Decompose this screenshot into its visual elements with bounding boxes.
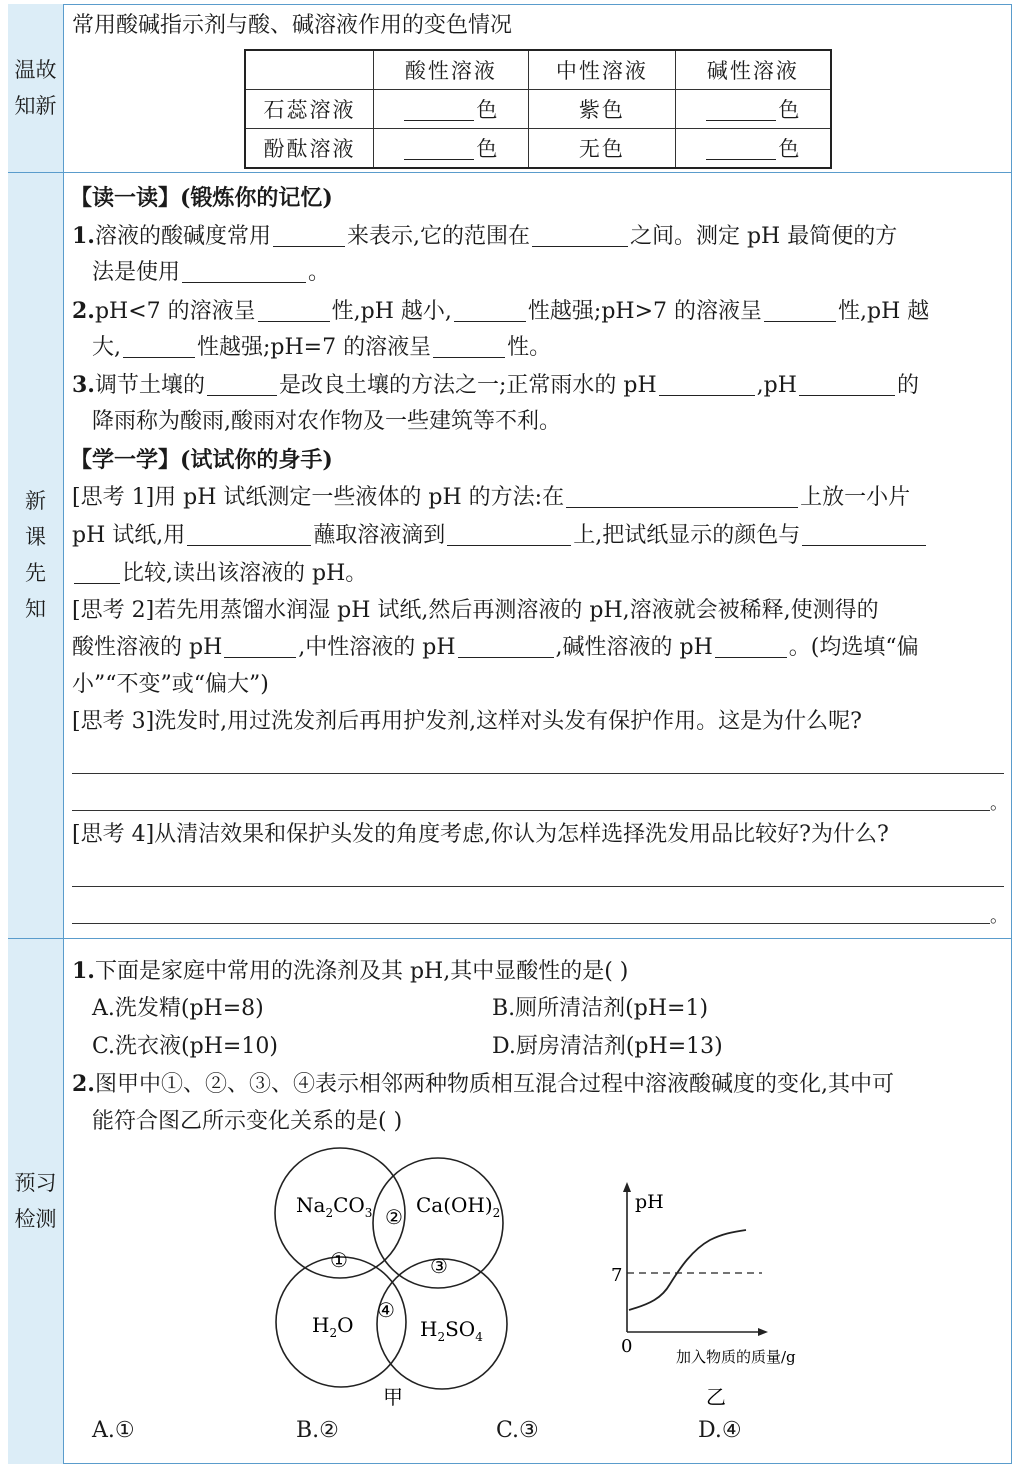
option-d[interactable]: D.厨房清洁剂(pH=13) — [492, 1034, 723, 1059]
y-axis-label: pH — [635, 1191, 664, 1213]
think-2-cont2: 小”“不变”或“偏大”) — [72, 672, 269, 697]
answer-blank[interactable] — [764, 320, 836, 322]
answer-blank[interactable] — [187, 544, 311, 546]
figure-label-jia: 甲 — [383, 1385, 403, 1409]
table-cell: 无色 — [528, 129, 675, 169]
read-question-1-cont: 法是使用 。 — [92, 260, 331, 285]
answer-blank[interactable] — [447, 544, 571, 546]
read-question-2-cont: 大, 性越强;pH=7 的溶液呈 性。 — [92, 335, 552, 360]
answer-blank[interactable] — [706, 119, 776, 121]
table-row — [245, 90, 831, 129]
read-question-3: 3.调节土壤的 是改良土壤的方法之一;正常雨水的 pH ,pH 的 — [72, 372, 919, 398]
ph-graph-yi — [600, 1180, 840, 1410]
option-c[interactable]: C.③ — [496, 1418, 539, 1443]
table-header-cell: 酸性溶液 — [374, 50, 529, 90]
think-1-cont2: 比较,读出该溶液的 pH。 — [72, 556, 367, 592]
answer-blank[interactable] — [802, 544, 926, 546]
label-h2o: $H_2O$ — [312, 1313, 354, 1340]
section-label-new-lesson: 新 课 先 知 — [8, 172, 64, 938]
table-cell: 色 — [675, 90, 831, 129]
answer-blank[interactable] — [659, 394, 755, 396]
test-question-2-cont: 能符合图乙所示变化关系的是( ) — [92, 1109, 403, 1134]
think-1: [思考 1]用 pH 试纸测定一些液体的 pH 的方法:在 上放一小片 — [72, 485, 911, 510]
answer-blank[interactable] — [207, 394, 277, 396]
test-question-2: 2.图甲中①、②、③、④表示相邻两种物质相互混合过程中溶液酸碱度的变化,其中可 — [72, 1071, 894, 1097]
answer-blank[interactable] — [182, 281, 306, 283]
learn-heading: 【学一学】(试试你的身手) — [70, 447, 333, 473]
section-divider — [8, 172, 1012, 173]
marker-3: ③ — [430, 1254, 448, 1278]
answer-line[interactable] — [72, 773, 1004, 774]
section-label-preview-test: 预习 检测 — [8, 938, 64, 1464]
answer-blank[interactable] — [706, 158, 776, 160]
option-c[interactable]: C.洗衣液(pH=10) — [92, 1034, 278, 1059]
y-axis-arrow — [623, 1182, 631, 1192]
answer-line-end: 。 — [990, 793, 1008, 814]
x-axis-label: 加入物质的质量/g — [676, 1348, 796, 1366]
option-b[interactable]: B.厕所清洁剂(pH=1) — [492, 996, 709, 1021]
answer-line[interactable] — [72, 810, 990, 811]
think-3: [思考 3]洗发时,用过洗发剂后再用护发剂,这样对头发有保护作用。这是为什么呢? — [72, 709, 862, 734]
answer-blank[interactable] — [123, 356, 195, 358]
answer-line[interactable] — [72, 886, 1004, 887]
answer-line-end: 。 — [990, 906, 1008, 927]
x-axis-arrow — [758, 1328, 768, 1336]
test-question-1: 1.下面是家庭中常用的洗涤剂及其 pH,其中显酸性的是( ) — [72, 958, 629, 984]
marker-1: ① — [330, 1248, 348, 1272]
indicator-table — [244, 49, 832, 169]
y-tick-7: 7 — [611, 1265, 623, 1286]
table-cell: 色 — [374, 129, 529, 169]
row-name: 石蕊溶液 — [245, 90, 374, 129]
think-1-cont: pH 试纸,用 蘸取溶液滴到 上,把试纸显示的颜色与 — [72, 518, 928, 554]
table-header-cell: 碱性溶液 — [675, 50, 831, 90]
label-na2co3: $Na_2CO_3$ — [296, 1193, 373, 1220]
answer-blank[interactable] — [532, 245, 628, 247]
ph-curve — [629, 1230, 746, 1310]
label-caoh2: $Ca(OH)_2$ — [416, 1193, 501, 1220]
answer-blank[interactable] — [404, 119, 474, 121]
think-2-cont: 酸性溶液的 pH ,中性溶液的 pH ,碱性溶液的 pH 。(均选填“偏 — [72, 635, 919, 660]
option-a[interactable]: A.① — [92, 1418, 135, 1443]
read-question-2: 2.pH<7 的溶液呈 性,pH 越小, 性越强;pH>7 的溶液呈 性,pH 越 — [72, 298, 930, 324]
answer-blank[interactable] — [799, 394, 895, 396]
read-question-3-cont: 降雨称为酸雨,酸雨对农作物及一些建筑等不利。 — [92, 409, 561, 434]
table-header-row — [245, 50, 831, 90]
answer-blank[interactable] — [74, 582, 120, 584]
origin-label: 0 — [621, 1336, 633, 1357]
table-cell: 色 — [374, 90, 529, 129]
answer-blank[interactable] — [454, 320, 526, 322]
answer-line[interactable] — [72, 923, 990, 924]
venn-figure-jia — [270, 1140, 520, 1415]
table-header-cell: 中性溶液 — [528, 50, 675, 90]
table-header-cell — [245, 50, 374, 90]
marker-4: ④ — [377, 1298, 395, 1322]
option-d[interactable]: D.④ — [698, 1418, 742, 1443]
row-name: 酚酞溶液 — [245, 129, 374, 169]
review-title: 常用酸碱指示剂与酸、碱溶液作用的变色情况 — [72, 13, 513, 38]
answer-blank[interactable] — [258, 320, 330, 322]
section-label-review: 温故 知新 — [8, 4, 64, 172]
table-cell: 紫色 — [528, 90, 675, 129]
read-heading: 【读一读】(锻炼你的记忆) — [70, 185, 333, 211]
table-row — [245, 129, 831, 169]
think-2: [思考 2]若先用蒸馏水润湿 pH 试纸,然后再测溶液的 pH,溶液就会被稀释,使测得的 — [72, 598, 879, 623]
figure-label-yi: 乙 — [706, 1385, 726, 1409]
label-h2so4: $H_2SO_4$ — [420, 1317, 483, 1344]
read-question-1: 1.溶液的酸碱度常用 来表示,它的范围在 之间。测定 pH 最简便的方 — [72, 223, 898, 249]
answer-blank[interactable] — [458, 656, 554, 658]
think-4: [思考 4]从清洁效果和保护头发的角度考虑,你认为怎样选择洗发用品比较好?为什么? — [72, 822, 889, 847]
answer-blank[interactable] — [433, 356, 505, 358]
answer-blank[interactable] — [224, 656, 296, 658]
circle-h2so4 — [377, 1259, 507, 1389]
answer-blank[interactable] — [273, 245, 345, 247]
answer-blank[interactable] — [715, 656, 787, 658]
answer-blank[interactable] — [566, 506, 798, 508]
option-b[interactable]: B.② — [296, 1418, 339, 1443]
answer-blank[interactable] — [404, 158, 474, 160]
table-cell: 色 — [675, 129, 831, 169]
option-a[interactable]: A.洗发精(pH=8) — [92, 996, 264, 1021]
marker-2: ② — [385, 1205, 403, 1229]
section-divider — [8, 938, 1012, 939]
